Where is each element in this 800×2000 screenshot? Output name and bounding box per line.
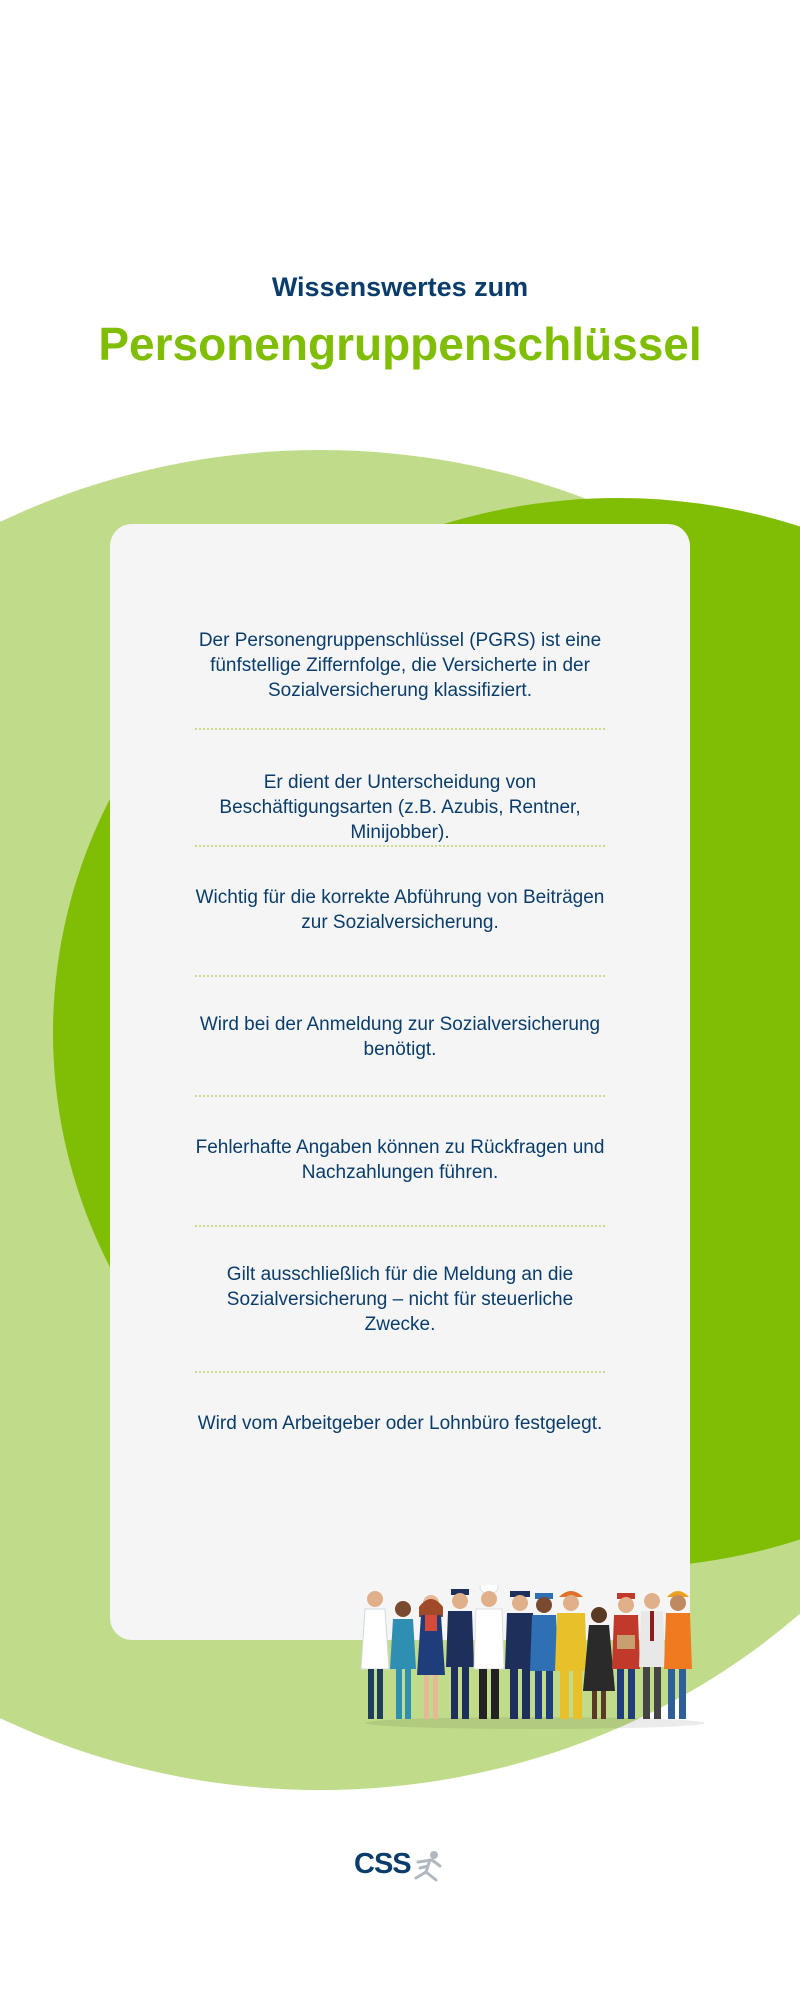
- fact-list: [195, 628, 605, 1436]
- fact-item: Wird bei der Anmeldung zur Sozialversicherung benötigt.: [199, 1014, 601, 1060]
- workers-group-illustration: [355, 1585, 710, 1730]
- fact-item: Er dient der Unterscheidung von Beschäftigungsarten (z.B. Azubis, Rentner, Minijobber).: [219, 772, 581, 843]
- css-logo: [354, 1848, 454, 1884]
- construction-worker-figure: [664, 1591, 692, 1719]
- mechanic-figure: [530, 1593, 558, 1719]
- css-logo-text: CSS: [354, 1848, 411, 1880]
- nurse-figure: [390, 1601, 416, 1719]
- fact-item: Fehlerhafte Angaben können zu Rückfragen und Nachzahlungen führen.: [195, 1137, 605, 1183]
- pilot-figure: [505, 1591, 535, 1719]
- office-woman-figure: [417, 1595, 445, 1719]
- fact-divider: [195, 975, 605, 977]
- firefighter-figure: [555, 1591, 587, 1719]
- fact-divider: [195, 1225, 605, 1227]
- fact-item: Wird vom Arbeitgeber oder Lohnbüro festgelegt.: [197, 1413, 603, 1434]
- fact-item: Wichtig für die korrekte Abführung von Beiträgen zur Sozialversicherung.: [195, 887, 605, 933]
- delivery-worker-figure: [612, 1593, 640, 1719]
- running-figure-icon: [410, 1850, 446, 1882]
- fact-item: Der Personengruppenschlüssel (PGRS) ist eine fünfstellige Ziffernfolge, die Versicherte in der Sozialversicherung klassifiziert.: [198, 630, 602, 701]
- chef-figure: [474, 1585, 504, 1719]
- police-figure: [446, 1589, 474, 1719]
- fact-divider: [195, 1095, 605, 1097]
- business-woman-figure: [583, 1607, 615, 1719]
- page-title: Personengruppenschlüssel: [98, 318, 702, 370]
- fact-divider: [195, 845, 605, 847]
- page-subtitle: Wissenswertes zum: [271, 272, 529, 302]
- info-card: [110, 524, 690, 1640]
- page-header: [0, 272, 800, 371]
- fact-divider: [195, 1371, 605, 1373]
- fact-item: Gilt ausschließlich für die Meldung an die Sozialversicherung – nicht für steuerliche Zwecke.: [226, 1264, 574, 1335]
- fact-divider: [195, 728, 605, 730]
- doctor-figure: [361, 1591, 389, 1719]
- businessman-figure: [639, 1593, 665, 1719]
